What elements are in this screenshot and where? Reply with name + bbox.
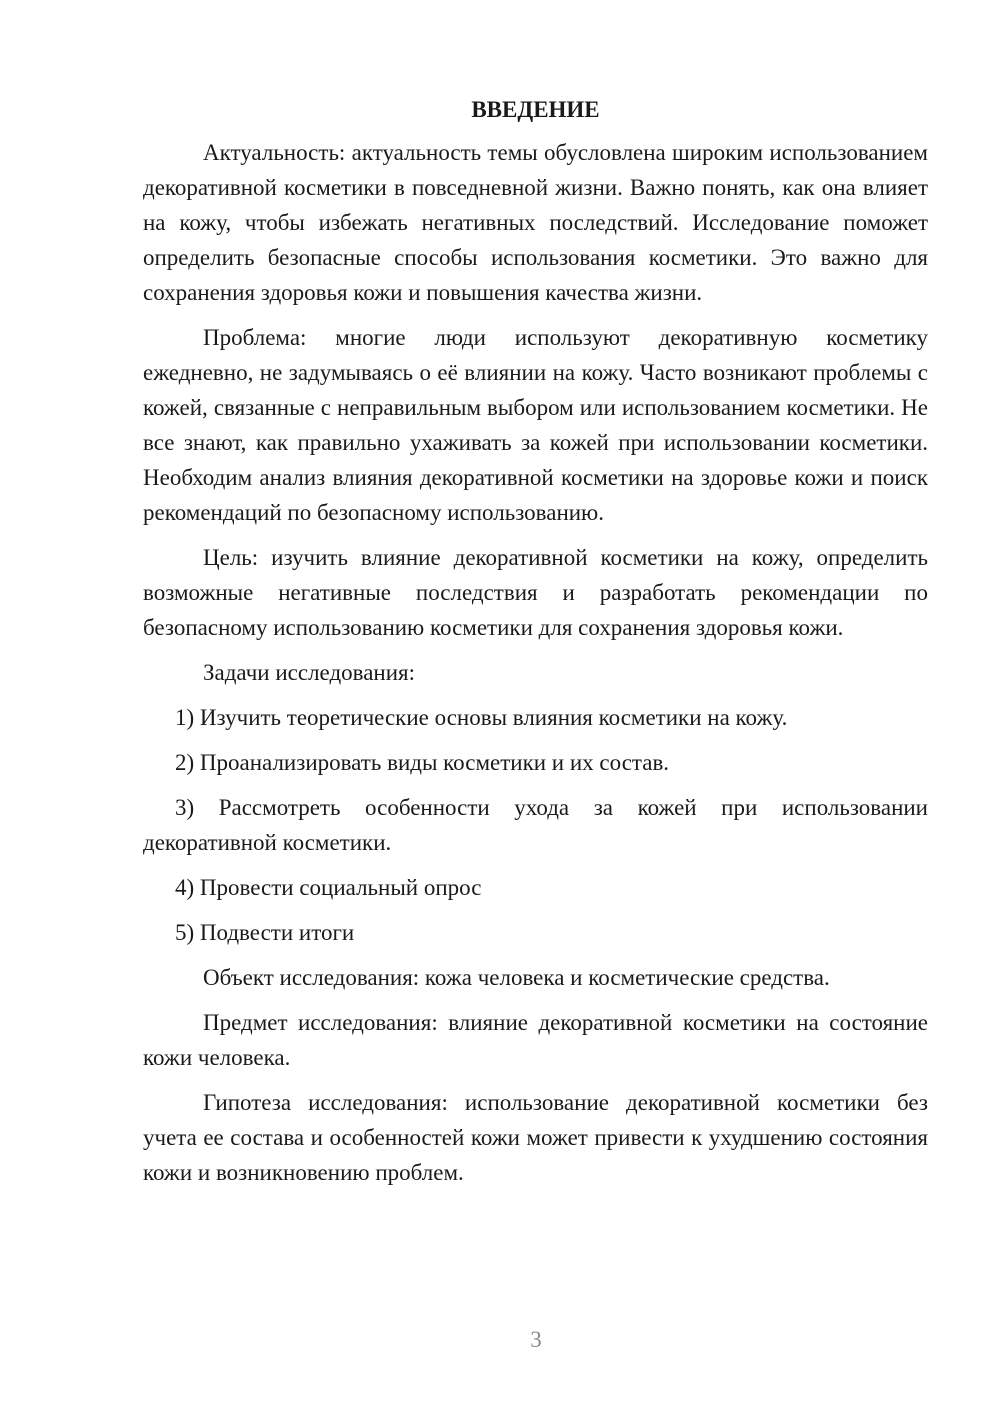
paragraph-problem: Проблема: многие люди используют декоративную косметику ежедневно, не задумываясь о её влиянии на кожу. Часто возникают проблемы с кожей, связанные с неправильным выбором или использованием косметики. Не все знают, как правильно ухаживать за кожей при использовании косметики. Необходим анализ влияния декоративной косметики на здоровье кожи и поиск рекомендаций по безопасному использованию. bbox=[143, 325, 928, 525]
paragraph-goal: Цель: изучить влияние декоративной косметики на кожу, определить возможные негативные последствия и разработать рекомендации по безопасному использованию косметики для сохранения здоровья кожи. bbox=[143, 545, 928, 640]
task-item-1: 1) Изучить теоретические основы влияния косметики на кожу. bbox=[175, 705, 788, 730]
section-title: ВВЕДЕНИЕ bbox=[471, 97, 600, 122]
page-number: 3 bbox=[530, 1327, 542, 1352]
tasks-heading: Задачи исследования: bbox=[203, 660, 416, 685]
task-item-3: 3) Рассмотреть особенности ухода за кожей при использовании декоративной косметики. bbox=[143, 795, 928, 855]
document-page bbox=[143, 92, 928, 1200]
paragraph-relevance: Актуальность: актуальность темы обусловлена широким использованием декоративной косметики в повседневной жизни. Важно понять, как она влияет на кожу, чтобы избежать негативных последствий. Исследование поможет определить безопасные способы использования косметики. Это важно для сохранения здоровья кожи и повышения качества жизни. bbox=[143, 140, 928, 305]
task-item-4: 4) Провести социальный опрос bbox=[175, 875, 482, 900]
paragraph-hypothesis: Гипотеза исследования: использование декоративной косметики без учета ее состава и особенностей кожи может привести к ухудшению состояния кожи и возникновению проблем. bbox=[143, 1090, 928, 1185]
task-item-2: 2) Проанализировать виды косметики и их состав. bbox=[175, 750, 670, 775]
paragraph-object: Объект исследования: кожа человека и косметические средства. bbox=[203, 965, 830, 990]
task-item-5: 5) Подвести итоги bbox=[175, 920, 355, 945]
paragraph-subject: Предмет исследования: влияние декоративной косметики на состояние кожи человека. bbox=[143, 1010, 928, 1070]
